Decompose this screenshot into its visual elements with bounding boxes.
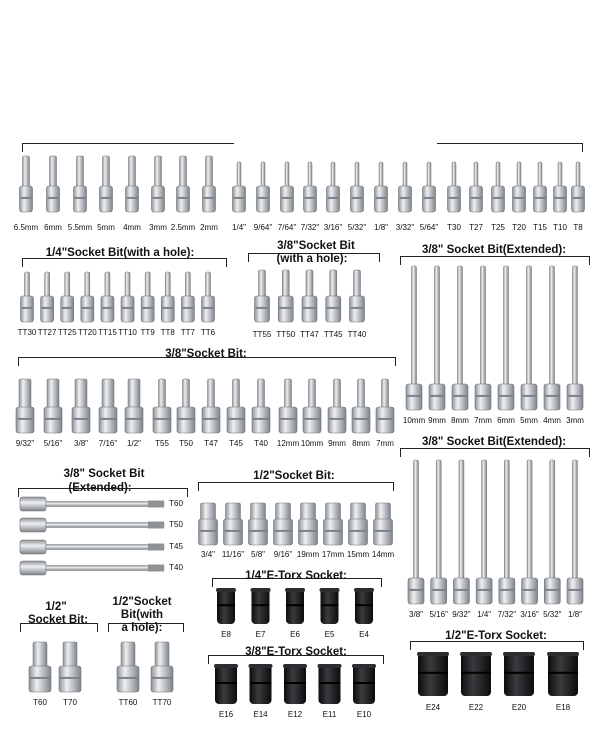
- top-bit-label-5: 3mm: [149, 223, 167, 232]
- ext-hex-bit-3: [475, 266, 491, 410]
- quarter-hole-label-5: TT10: [118, 328, 137, 337]
- quarter-hole-label-8: TT7: [180, 328, 195, 337]
- half-etorx-label-0: E24: [425, 703, 441, 712]
- top-bit-label-4: 4mm: [123, 223, 141, 232]
- half-etorx-socket-0: [417, 652, 449, 696]
- three8-bit-label-9: T40: [254, 439, 268, 448]
- half-bit-2: [249, 503, 268, 545]
- quarter-hole-label-6: TT9: [140, 328, 155, 337]
- three8-bit-5: [153, 379, 171, 433]
- three8-bit-label-13: 8mm: [352, 439, 370, 448]
- ext-torx-label-2: T45: [169, 542, 183, 551]
- ext-hex-label-2: 8mm: [451, 416, 469, 425]
- half-hole-label-0: TT60: [118, 698, 138, 707]
- half-socket-bit-1: [59, 642, 81, 692]
- three8-bit-label-3: 7/16": [98, 439, 118, 448]
- half-bit-label-2: 5/8": [251, 550, 265, 559]
- top-bit-16: [423, 162, 436, 212]
- ext-ball-bit-5: [522, 460, 538, 604]
- top-bit-12: [327, 162, 340, 212]
- top-bit-label-0: 6.5mm: [13, 223, 39, 232]
- three8-extended-torx-set: [20, 497, 164, 575]
- ext-ball-bit-4: [499, 460, 515, 604]
- half-bit-0: [199, 503, 218, 545]
- three8-bit-label-5: T55: [155, 439, 169, 448]
- ext-hex-bit-5: [521, 266, 537, 410]
- three8-bit-14: [376, 379, 394, 433]
- three8-bit-2: [72, 379, 90, 433]
- quarter-etorx-socket-1: [251, 588, 271, 624]
- half-etorx-label-2: E20: [511, 703, 527, 712]
- three8-bit-title: 3/8"Socket Bit:: [165, 348, 247, 360]
- ext-ball-label-7: 1/8": [568, 610, 582, 619]
- ext-ball-label-6: 5/32": [543, 610, 562, 619]
- three8-hole-label-1: TT50: [276, 330, 296, 339]
- three8-extended-hex-set: [406, 266, 583, 410]
- top-bracket-left: [22, 143, 234, 152]
- ext-hex-label-5: 5mm: [520, 416, 538, 425]
- top-bit-label-3: 5mm: [97, 223, 115, 232]
- top-bit-22: [554, 162, 567, 212]
- three8-bit-label-7: T47: [204, 439, 218, 448]
- half-bit-label-5: 17mm: [321, 550, 345, 559]
- three8-bit-label-11: 10mm: [300, 439, 324, 448]
- quarter-hole-bit-0: [21, 272, 34, 322]
- three8-bit-label-12: 9mm: [328, 439, 346, 448]
- three8-ext-ball-bracket: [400, 448, 590, 457]
- three8-bit-12: [328, 379, 346, 433]
- top-bit-13: [351, 162, 364, 212]
- ext-hex-bit-4: [498, 266, 514, 410]
- three8-bit-0: [16, 379, 34, 433]
- ext-hex-label-4: 6mm: [497, 416, 515, 425]
- half-socket-label-0: T60: [33, 698, 47, 707]
- top-bit-23: [572, 162, 585, 212]
- three8-hole-label-0: TT55: [252, 330, 272, 339]
- top-bit-label-7: 2mm: [200, 223, 218, 232]
- three8-bit-1: [44, 379, 62, 433]
- half-etorx-socket-2: [503, 652, 535, 696]
- ext-hex-bit-1: [429, 266, 445, 410]
- quarter-etorx-socket-3: [320, 588, 340, 624]
- top-bit-label-6: 2.5mm: [170, 223, 196, 232]
- three8-hole-label-3: TT45: [323, 330, 343, 339]
- half-bit-3: [274, 503, 293, 545]
- quarter-etorx-label-4: E4: [359, 630, 369, 639]
- three8-bit-hole-set: [255, 270, 365, 322]
- quarter-etorx-label-3: E5: [324, 630, 335, 639]
- ext-ball-label-1: 5/16": [429, 610, 448, 619]
- top-bit-19: [492, 162, 505, 212]
- three8-hole-label-4: TT40: [347, 330, 367, 339]
- ext-ball-label-3: 1/4": [477, 610, 492, 619]
- top-bit-label-14: 1/8": [374, 223, 388, 232]
- top-bit-label-18: T27: [469, 223, 483, 232]
- three8-hole-bit-4: [350, 270, 365, 322]
- three8-etorx-socket-0: [214, 664, 238, 704]
- half-bit-bracket: [198, 482, 394, 491]
- ext-torx-label-3: T40: [169, 563, 183, 572]
- quarter-hole-bit-4: [101, 272, 114, 322]
- top-bracket-right: [437, 143, 583, 152]
- top-bit-label-17: T30: [447, 223, 461, 232]
- half-etorx-socket-3: [547, 652, 579, 696]
- half-bit-label-0: 3/4": [201, 550, 215, 559]
- top-bit-2: [74, 156, 87, 212]
- three8-hole-bit-0: [255, 270, 270, 322]
- ext-ball-bit-1: [431, 460, 447, 604]
- three8-ext-ball-title: 3/8" Socket Bit(Extended):: [421, 436, 567, 448]
- quarter-hole-label-0: TT30: [17, 328, 37, 337]
- ext-torx-bit-1: [20, 518, 164, 532]
- three8-hole-bit-3: [326, 270, 341, 322]
- three8-bit-label-1: 5/16": [43, 439, 63, 448]
- top-bit-label-15: 3/32": [395, 223, 415, 232]
- three8-etorx-label-2: E12: [287, 710, 303, 719]
- top-bit-0: [20, 156, 33, 212]
- three8-extended-ball-set: [408, 460, 583, 604]
- three8-bit-label-2: 3/8": [74, 439, 88, 448]
- ext-ball-label-0: 3/8": [409, 610, 423, 619]
- top-bit-10: [281, 162, 294, 212]
- three8-ext-hex-title: 3/8" Socket Bit(Extended):: [421, 244, 567, 256]
- ext-ball-bit-3: [476, 460, 492, 604]
- half-bit-label-3: 9/16": [273, 550, 293, 559]
- top-bit-label-2: 5.5mm: [67, 223, 93, 232]
- quarter-hole-bit-2: [61, 272, 74, 322]
- top-bit-label-11: 7/32": [300, 223, 320, 232]
- top-bit-6: [177, 156, 190, 212]
- half-bit-label-6: 15mm: [346, 550, 370, 559]
- ext-ball-label-5: 3/16": [520, 610, 539, 619]
- half-bit-4: [299, 503, 318, 545]
- three8-bit-label-0: 9/32": [15, 439, 35, 448]
- top-bit-label-21: T15: [533, 223, 547, 232]
- top-bit-5: [152, 156, 165, 212]
- ext-ball-label-2: 9/32": [452, 610, 471, 619]
- ext-torx-label-1: T50: [169, 520, 183, 529]
- ext-ball-label-4: 7/32": [497, 610, 517, 619]
- top-bit-15: [399, 162, 412, 212]
- half-bit-1: [224, 503, 243, 545]
- half-socket-bit-0: [29, 642, 51, 692]
- half-bit-label-4: 19mm: [296, 550, 320, 559]
- three8-ext-hex-bracket: [400, 256, 590, 265]
- three8-ext-torx-title-2: (Extended):: [68, 482, 132, 494]
- top-row-bits: [20, 156, 585, 212]
- half-socket-label-1: T70: [63, 698, 77, 707]
- quarter-hole-label-3: TT20: [77, 328, 97, 337]
- quarter-hole-bit-7: [161, 272, 174, 322]
- half-etorx-title: 1/2"E-Torx Socket:: [445, 630, 547, 642]
- three8-hole-label-2: TT47: [300, 330, 319, 339]
- three8-bit-11: [303, 379, 321, 433]
- top-bit-18: [470, 162, 483, 212]
- ext-hex-label-1: 9mm: [428, 416, 446, 425]
- top-bit-label-10: 7/64": [277, 223, 297, 232]
- half-etorx-set: [417, 652, 579, 696]
- ext-hex-bit-2: [452, 266, 468, 410]
- three8-ext-torx-title-1: 3/8" Socket Bit: [63, 468, 145, 480]
- ext-hex-label-7: 3mm: [566, 416, 584, 425]
- top-bit-11: [304, 162, 317, 212]
- ext-torx-bit-3: [20, 561, 164, 575]
- half-socket-bit-set: [29, 642, 81, 692]
- ext-hex-label-6: 4mm: [543, 416, 561, 425]
- ext-hex-bit-6: [544, 266, 560, 410]
- half-bit-hole-title-3: a hole):: [121, 622, 163, 634]
- three8-bit-set: [16, 379, 394, 433]
- ext-torx-label-0: T60: [169, 499, 183, 508]
- quarter-hole-label-1: TT27: [37, 328, 57, 337]
- quarter-etorx-label-0: E8: [221, 630, 231, 639]
- half-bit-label-7: 14mm: [371, 550, 395, 559]
- three8-bit-13: [352, 379, 370, 433]
- top-bit-9: [257, 162, 270, 212]
- half-etorx-label-1: E22: [468, 703, 484, 712]
- half-bit-hole-set: [117, 642, 173, 692]
- three8-hole-bit-2: [302, 270, 317, 322]
- top-bit-1: [47, 156, 60, 212]
- ext-hex-label-3: 7mm: [474, 416, 492, 425]
- three8-etorx-label-4: E10: [356, 710, 372, 719]
- half-socket-bit-title-1: 1/2": [45, 601, 67, 613]
- ext-hex-bit-0: [406, 266, 422, 410]
- top-bit-14: [375, 162, 388, 212]
- three8-bit-10: [279, 379, 297, 433]
- half-etorx-socket-1: [460, 652, 492, 696]
- half-bit-label-1: 11/16": [221, 550, 245, 559]
- top-bit-label-13: 5/32": [347, 223, 367, 232]
- top-bit-7: [203, 156, 216, 212]
- ext-ball-bit-0: [408, 460, 424, 604]
- three8-etorx-set: [214, 664, 376, 704]
- quarter-hole-bit-3: [81, 272, 94, 322]
- three8-bit-hole-title-1: 3/8"Socket Bit: [277, 240, 355, 252]
- ext-hex-bit-7: [567, 266, 583, 410]
- top-bit-label-20: T20: [512, 223, 526, 232]
- three8-bit-label-10: 12mm: [276, 439, 300, 448]
- ext-ball-bit-7: [567, 460, 583, 604]
- half-socket-bit-title-2: Socket Bit:: [27, 614, 89, 626]
- three8-bit-9: [252, 379, 270, 433]
- quarter-hole-bit-1: [41, 272, 54, 322]
- three8-bit-label-4: 1/2": [127, 439, 141, 448]
- quarter-etorx-label-2: E6: [290, 630, 300, 639]
- three8-bit-8: [227, 379, 245, 433]
- top-bit-label-19: T25: [491, 223, 505, 232]
- top-bit-label-23: T8: [573, 223, 583, 232]
- quarter-hole-label-9: TT6: [200, 328, 216, 337]
- quarter-etorx-socket-0: [216, 588, 236, 624]
- half-bit-6: [349, 503, 368, 545]
- top-bit-3: [100, 156, 113, 212]
- half-bit-hole-title-1: 1/2"Socket: [112, 596, 172, 608]
- three8-bit-hole-title-2: (with a hole):: [276, 253, 348, 265]
- top-bit-label-9: 9/64": [253, 223, 273, 232]
- three8-etorx-label-1: E14: [253, 710, 268, 719]
- half-bit-5: [324, 503, 343, 545]
- three8-etorx-socket-1: [249, 664, 273, 704]
- quarter-etorx-socket-2: [285, 588, 305, 624]
- quarter-hole-label-7: TT8: [160, 328, 175, 337]
- three8-etorx-label-0: E16: [218, 710, 234, 719]
- quarter-etorx-socket-4: [354, 588, 374, 624]
- quarter-etorx-title: 1/4"E-Torx Socket:: [245, 570, 347, 582]
- quarter-hole-bit-9: [202, 272, 215, 322]
- top-bit-21: [534, 162, 547, 212]
- half-bit-title: 1/2"Socket Bit:: [253, 470, 335, 482]
- half-bit-hole-title-2: Bit(with: [120, 609, 164, 621]
- ext-hex-label-0: 10mm: [402, 416, 426, 425]
- three8-bit-4: [125, 379, 143, 433]
- top-bit-label-12: 3/16": [323, 223, 343, 232]
- quarter-hole-bit-8: [181, 272, 194, 322]
- half-hole-bit-1: [151, 642, 173, 692]
- half-hole-label-1: TT70: [152, 698, 172, 707]
- top-bit-20: [513, 162, 526, 212]
- three8-bit-6: [177, 379, 195, 433]
- quarter-bit-hole-title: 1/4"Socket Bit(with a hole):: [45, 247, 195, 259]
- quarter-etorx-label-1: E7: [255, 630, 266, 639]
- top-bit-4: [126, 156, 139, 212]
- three8-etorx-socket-2: [283, 664, 307, 704]
- three8-etorx-label-3: E11: [322, 710, 337, 719]
- top-bit-label-22: T10: [553, 223, 567, 232]
- three8-bit-label-8: T45: [229, 439, 243, 448]
- ext-ball-bit-2: [453, 460, 469, 604]
- three8-hole-bit-1: [278, 270, 293, 322]
- half-bit-set: [199, 503, 393, 545]
- three8-bit-label-14: 7mm: [376, 439, 394, 448]
- half-etorx-label-3: E18: [555, 703, 571, 712]
- three8-etorx-socket-3: [318, 664, 342, 704]
- ext-ball-bit-6: [544, 460, 560, 604]
- half-bit-7: [374, 503, 393, 545]
- three8-etorx-title: 3/8"E-Torx Socket:: [245, 646, 347, 658]
- top-bit-8: [233, 162, 246, 212]
- quarter-bit-hole-set: [21, 272, 215, 322]
- quarter-etorx-set: [216, 588, 374, 624]
- top-bit-17: [448, 162, 461, 212]
- quarter-hole-label-4: TT15: [98, 328, 117, 337]
- ext-torx-bit-2: [20, 540, 164, 554]
- three8-bit-label-6: T50: [179, 439, 193, 448]
- three8-etorx-socket-4: [352, 664, 376, 704]
- ext-torx-bit-0: [20, 497, 164, 511]
- quarter-hole-bit-6: [141, 272, 154, 322]
- top-bit-label-8: 1/4": [232, 223, 246, 232]
- three8-bit-7: [202, 379, 220, 433]
- quarter-hole-bit-5: [121, 272, 134, 322]
- three8-bit-3: [99, 379, 117, 433]
- top-bit-label-1: 6mm: [44, 223, 62, 232]
- top-bit-label-16: 5/64": [419, 223, 439, 232]
- quarter-hole-label-2: TT25: [57, 328, 77, 337]
- half-hole-bit-0: [117, 642, 139, 692]
